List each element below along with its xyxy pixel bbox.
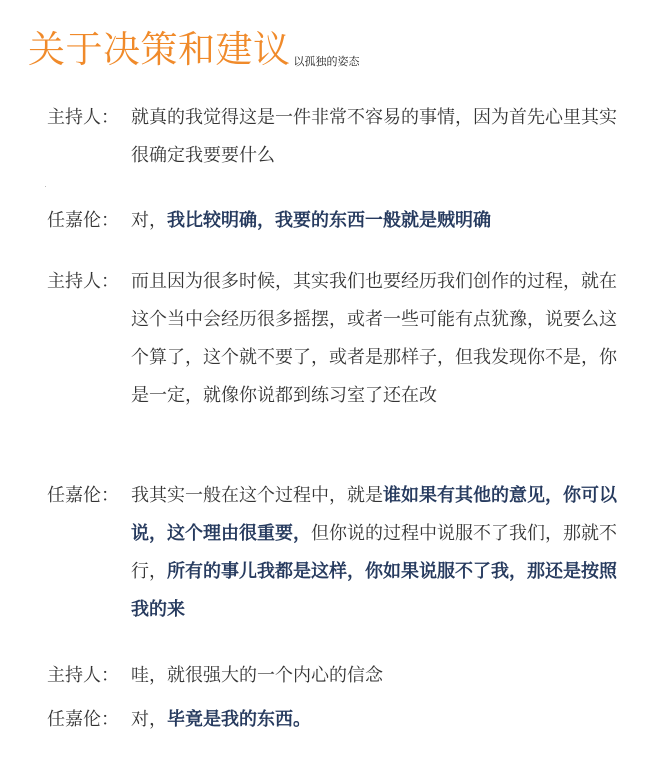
dialogue-entry <box>47 202 617 263</box>
page-header <box>28 28 360 72</box>
speech-highlight: 谁如果有其他的意见，你可以说，这个理由很重要， <box>131 485 617 544</box>
speech-segment: 我其实一般在这个过程中，就是 <box>131 485 383 506</box>
stray-dot <box>45 186 46 187</box>
speech-text <box>131 477 617 629</box>
speech-highlight: 所有的事儿我都是这样，你如果说服不了我，那还是按照我的来 <box>131 561 617 620</box>
dialogue-entry <box>47 263 617 477</box>
speech-highlight: 我比较明确，我要的东西一般就是贼明确 <box>167 210 491 231</box>
speaker-label: 任嘉伦： <box>47 709 119 730</box>
page-title: 关于决策和建议 <box>28 28 291 71</box>
dialogue-entry <box>47 99 617 202</box>
speech-text <box>131 99 617 175</box>
dialogue-entry <box>47 701 617 739</box>
dialogue-transcript <box>47 99 617 739</box>
speech-text <box>131 202 617 240</box>
dialogue-entry <box>47 477 617 657</box>
speech-text <box>131 263 617 415</box>
speaker-label: 主持人： <box>47 107 119 128</box>
speaker-label: 主持人： <box>47 271 119 292</box>
speaker-label: 主持人： <box>47 665 119 686</box>
speech-text <box>131 701 617 739</box>
speech-segment: 而且因为很多时候，其实我们也要经历我们创作的过程，就在这个当中会经历很多摇摆，或者一些可能有点犹豫，说要么这个算了，这个就不要了，或者是那样子，但我发现你不是，你是一定，就像你说都到练习室了还在改 <box>131 271 617 406</box>
speech-segment: 对， <box>131 709 167 730</box>
speech-text <box>131 657 617 695</box>
speaker-label: 任嘉伦： <box>47 485 119 506</box>
dialogue-entry <box>47 657 617 701</box>
speech-segment: 对， <box>131 210 167 231</box>
speaker-label: 任嘉伦： <box>47 210 119 231</box>
speech-segment: 但你说的过程中说服不了我们，那就不行， <box>131 523 617 582</box>
speech-segment: 就真的我觉得这是一件非常不容易的事情，因为首先心里其实很确定我要要什么 <box>131 107 617 166</box>
speech-highlight: 毕竟是我的东西。 <box>167 709 311 730</box>
page-subtitle: 以孤独的姿态 <box>293 55 360 68</box>
speech-segment: 哇，就很强大的一个内心的信念 <box>131 665 383 686</box>
